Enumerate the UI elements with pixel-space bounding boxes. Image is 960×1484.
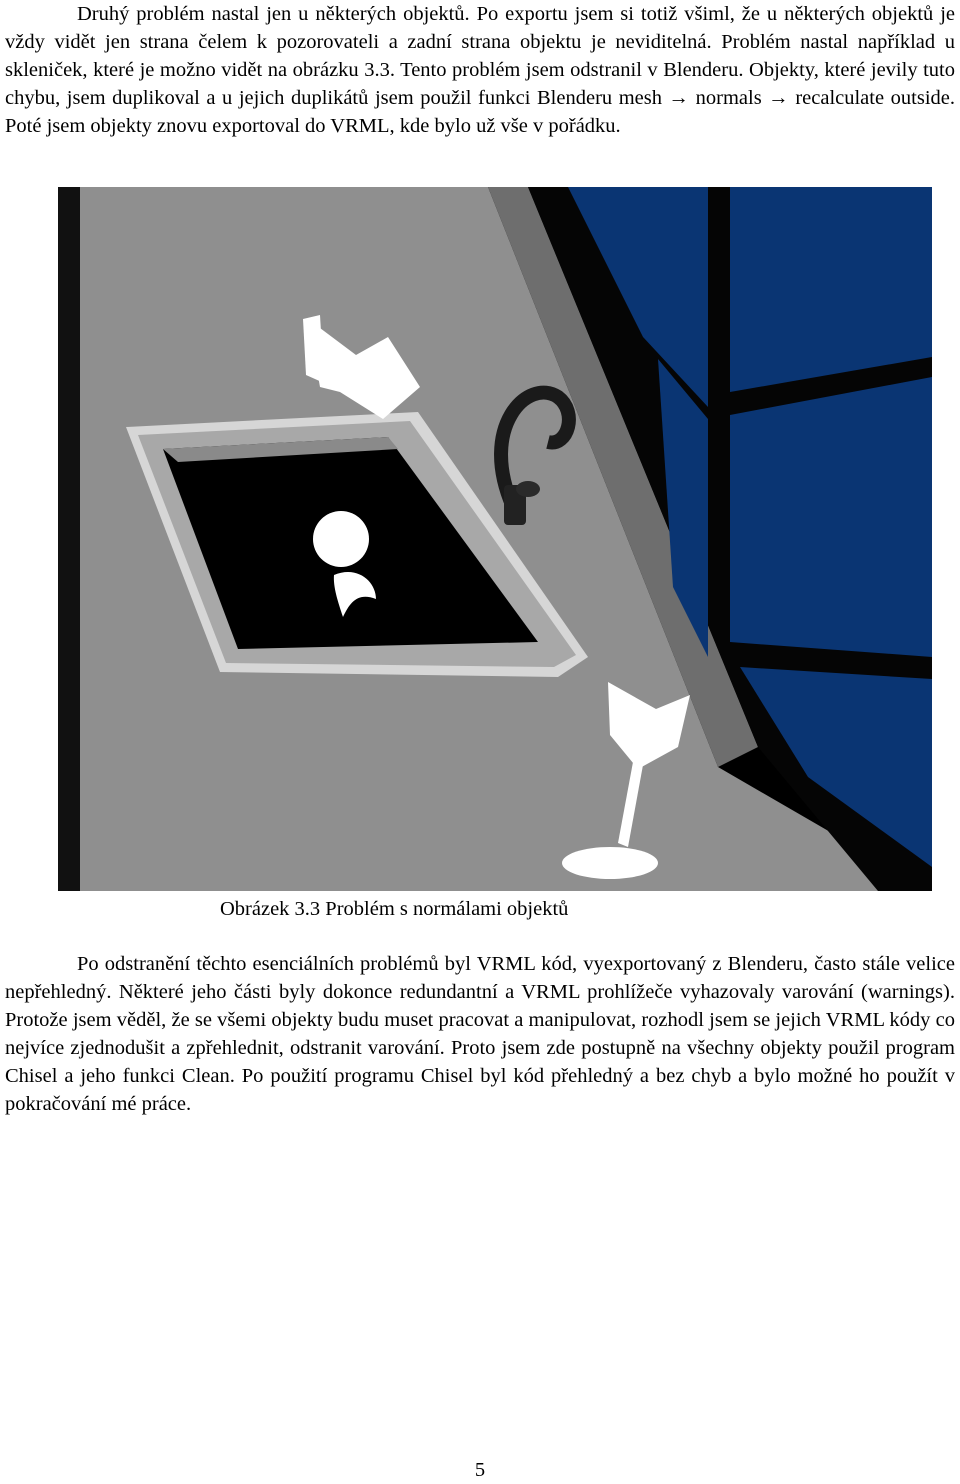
glass-sink-bowl [313,511,369,567]
figure-caption: Obrázek 3.3 Problém s normálami objektů [220,898,569,920]
counter-left-shadow [58,187,80,891]
page-number: 5 [474,1459,486,1481]
window-pane-mid-right [730,377,932,657]
faucet-handle [516,481,540,497]
figure-render [58,187,932,891]
window-pane-top-right [730,187,932,392]
paragraph-body: Po odstranění těchto esenciálních problémů byl VRML kód, vyexportovaný z Blenderu, často stále velice nepřehledný. Některé jeho části byly dokonce redundantní a VRML prohlížeče vyhazovaly varování (warnings). Protože jsem věděl, že se všemi objekty budu muset pracovat a manipulovat, rozhodl jsem se jejich VRML kódy co nejvíce zjednodušit a zpřehlednit, odstranit varování. Proto jsem zde postupně na všechny objekty použil program Chisel a jeho funkci Clean. Po použití programu Chisel byl kód přehledný a bez chyb a bylo možné ho použít v pokračování mé práce. [5,953,955,1115]
kitchen-scene-image [58,187,932,891]
paragraph-intro: Druhý problém nastal jen u některých objektů. Po exportu jsem si totiž všiml, že u některých objektů je vždy vidět jen strana čelem k pozorovateli a zadní strana objektu je neviditelná. Problém nastal například u skleniček, které je možno vidět na obrázku 3.3. Tento problém jsem odstranil v Blenderu. Objekty, které jevily tuto chybu, jsem duplikoval a u jejich duplikátů jsem použil funkci Blenderu mesh → normals → recalculate outside. Poté jsem objekty znovu exportoval do VRML, kde bylo už vše v pořádku. [5,3,955,137]
glass-bottom-foot [562,847,658,879]
